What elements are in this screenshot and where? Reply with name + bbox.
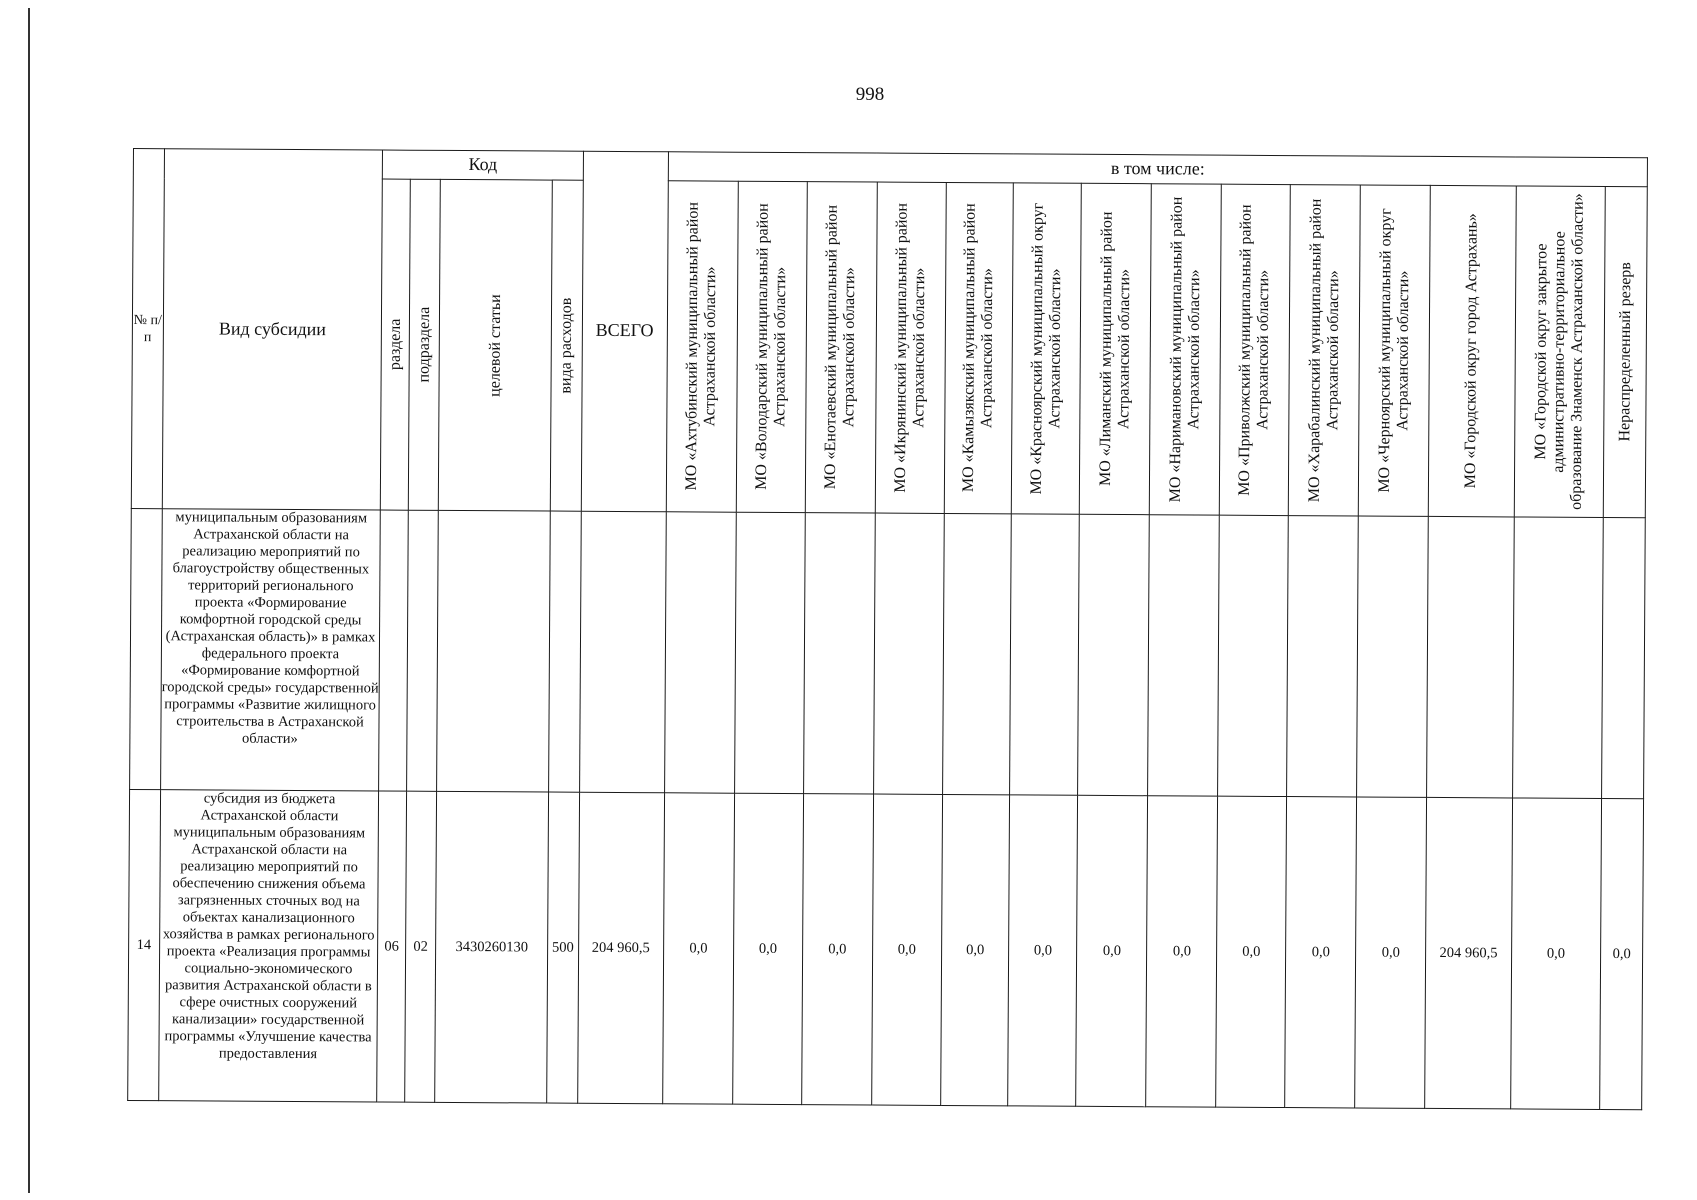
- header-row-groups: [133, 149, 1647, 187]
- row-code-podrazdel: 02: [404, 791, 437, 1102]
- header-mo-5: [944, 182, 1014, 513]
- row-value: [734, 512, 805, 793]
- header-code-target-label: целевой статьи: [486, 293, 504, 397]
- header-subsidy-label: Вид субсидии: [218, 318, 326, 340]
- row-code-expense: [548, 511, 580, 792]
- row-value: 0,0: [1510, 798, 1602, 1110]
- header-mo-2-label: МО «Володарский муниципальный район Астраханской области»: [752, 203, 790, 491]
- header-incl-label: в том числе:: [1110, 157, 1205, 179]
- header-mo-4-label: МО «Икрянинский муниципальный район Астраханской области»: [891, 202, 929, 493]
- row-value: 0,0: [663, 793, 735, 1104]
- header-mo-7-label: МО «Лиманский муниципальный район Астраханской области»: [1096, 211, 1134, 487]
- row-total: 204 960,5: [577, 792, 664, 1104]
- row-value: 0,0: [940, 794, 1010, 1105]
- table-row: [130, 508, 1646, 798]
- row-value: [1148, 515, 1220, 796]
- row-subsidy-text: муниципальным образованиям Астраханской области на реализацию мероприятий по благоустройству общественных территорий регионального проекта «Формирование комфортной городской среды (Астраханская область)» в рамках федерального проекта «Формирование комфортной городской среды» государственной программы «Развитие жилищного строительства в Астраханской области»: [160, 509, 380, 791]
- row-value: [873, 513, 944, 794]
- page-edge-line: [28, 8, 30, 1193]
- row-value: [1287, 516, 1359, 797]
- row-num: [130, 508, 162, 789]
- row-value: 0,0: [1146, 796, 1218, 1107]
- header-mo-12-label: МО «Городской округ город Астрахань»: [1462, 213, 1481, 489]
- row-value: 0,0: [1216, 796, 1287, 1107]
- header-total: [581, 151, 669, 512]
- header-num-label: № п/п: [133, 312, 162, 345]
- row-value: 0,0: [1355, 797, 1427, 1108]
- header-code-podrazdel-label: подраздела: [415, 306, 433, 383]
- header-code-expense: [550, 180, 583, 511]
- header-code-razdel-label: раздела: [386, 318, 404, 371]
- row-value: [1078, 514, 1150, 795]
- row-num: 14: [128, 789, 161, 1100]
- row-value: [1010, 514, 1080, 795]
- row-value: [1357, 516, 1429, 797]
- header-mo-10: [1288, 185, 1360, 516]
- header-total-label: ВСЕГО: [595, 319, 654, 341]
- row-code-expense: 500: [547, 792, 580, 1103]
- header-mo-6-label: МО «Красноярский муниципальный округ Астраханской области»: [1027, 202, 1065, 495]
- header-code-label: Код: [468, 153, 498, 174]
- header-mo-1-label: МО «Ахтубинский муниципальный район Астраханской области»: [683, 202, 720, 491]
- header-mo-3-label: МО «Енотаевский муниципальный район Астраханской области»: [822, 205, 859, 490]
- header-mo-3: [805, 182, 877, 513]
- header-code-expense-label: вида расходов: [557, 297, 575, 394]
- row-value: [1512, 517, 1603, 799]
- row-code-razdel: [379, 510, 408, 791]
- row-value: 0,0: [801, 794, 873, 1105]
- row-value: [664, 512, 736, 793]
- row-total: [579, 511, 666, 793]
- row-value: [1427, 516, 1514, 798]
- row-code-target: [437, 510, 550, 792]
- header-mo-11: [1358, 185, 1430, 516]
- page-number: 998: [855, 84, 885, 105]
- header-mo-9-label: МО «Приволжский муниципальный район Астраханской области»: [1236, 204, 1273, 496]
- row-value: 0,0: [1285, 797, 1357, 1108]
- header-mo-14: [1603, 186, 1647, 517]
- row-code-target: 3430260130: [435, 791, 548, 1103]
- header-mo-8-label: МО «Наримановский муниципальный район Астраханской области»: [1166, 196, 1204, 503]
- row-value: 0,0: [1600, 798, 1644, 1109]
- header-mo-13-label: МО «Городской округ закрытое административно-территориальное образование Знаменск Астраханской области»: [1531, 193, 1587, 511]
- row-value: [942, 513, 1012, 794]
- header-code-razdel: [381, 179, 410, 510]
- header-code-podrazdel: [408, 179, 441, 510]
- row-code-podrazdel: [406, 510, 438, 791]
- row-value: 0,0: [1008, 795, 1078, 1106]
- row-value: [803, 513, 875, 794]
- header-mo-14-label: Нераспределенный резерв: [1615, 262, 1634, 442]
- header-subsidy: [162, 149, 383, 510]
- subsidy-table-sheet: [127, 148, 1648, 1110]
- row-value: 204 960,5: [1425, 797, 1512, 1109]
- header-code-group: [383, 150, 583, 180]
- header-mo-13: [1514, 186, 1606, 518]
- header-mo-4: [875, 182, 946, 513]
- header-mo-2: [736, 181, 807, 512]
- header-mo-6: [1012, 183, 1082, 514]
- row-subsidy-text: субсидия из бюджета Астраханской области муниципальным образованиям Астраханской области на реализацию мероприятий по обеспечению снижения объема загрязненных сточных вод на объектах канализационного хозяйства в рамках регионального проекта «Реализация программы социально-экономического развития Астраханской области в сфере очистных сооружений канализации» государственной программы «Улучшение качества предоставления: [158, 790, 379, 1102]
- header-mo-7: [1080, 183, 1152, 514]
- row-value: 0,0: [1076, 795, 1148, 1106]
- row-value: 0,0: [733, 793, 804, 1104]
- row-value: [1218, 515, 1289, 796]
- header-mo-8: [1150, 184, 1222, 515]
- row-code-razdel: 06: [377, 791, 406, 1102]
- subsidy-distribution-table: [127, 148, 1648, 1110]
- row-value: [1602, 517, 1646, 798]
- header-mo-1: [666, 181, 738, 512]
- header-mo-9: [1220, 184, 1291, 515]
- row-value: 0,0: [871, 794, 942, 1105]
- header-mo-12: [1428, 185, 1515, 517]
- table-row: [128, 789, 1644, 1109]
- header-code-target: [439, 179, 553, 511]
- header-mo-11-label: МО «Черноярский муниципальный округ Астраханской области»: [1375, 208, 1412, 493]
- header-mo-5-label: МО «Камызякский муниципальный район Астраханской области»: [959, 203, 997, 493]
- header-mo-10-label: МО «Харабалинский муниципальный район Астраханской области»: [1305, 198, 1342, 503]
- header-num: [131, 149, 164, 509]
